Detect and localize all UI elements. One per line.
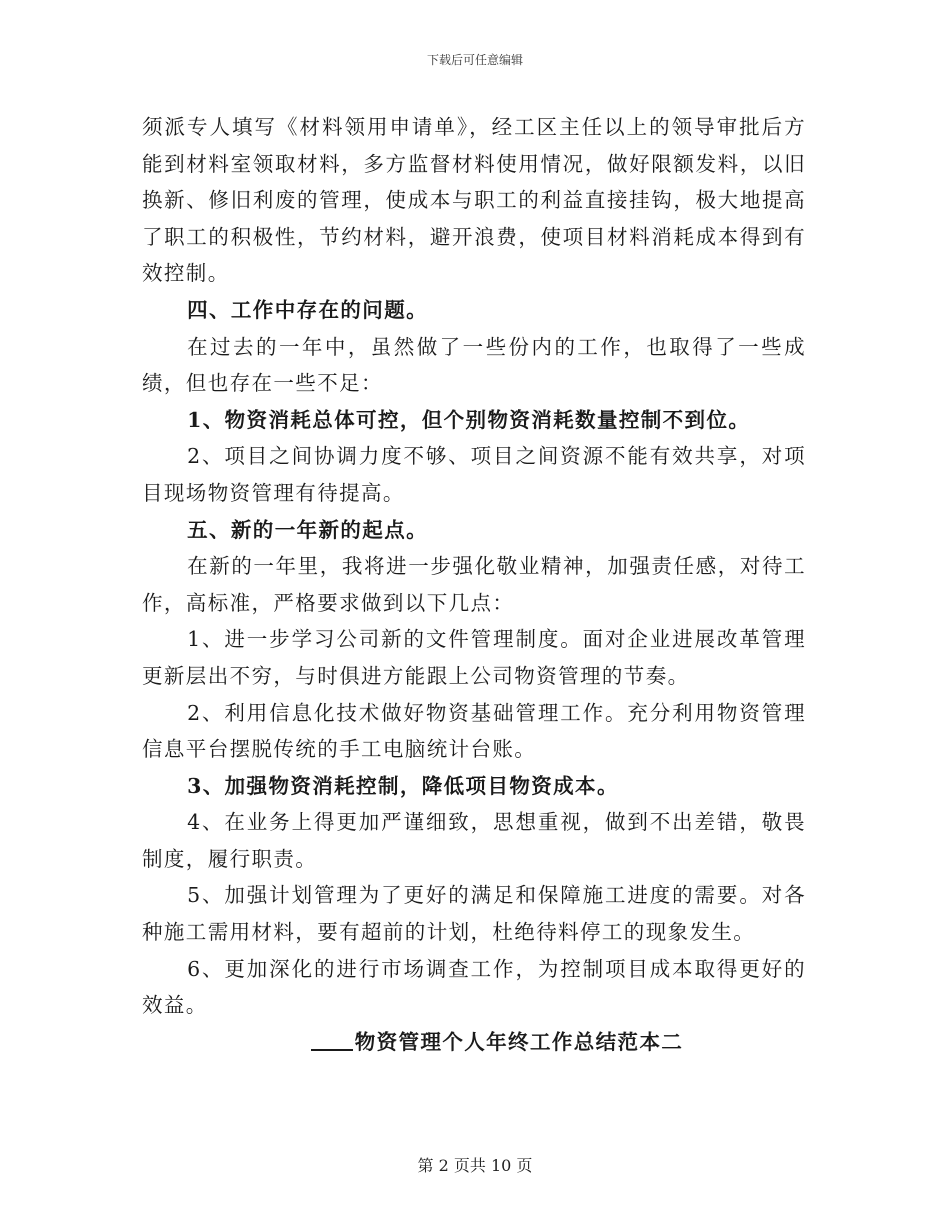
list-item-plan-5: 5、加强计划管理为了更好的满足和保障施工进度的需要。对各种施工需用材料，要有超前的计划，杜绝待料停工的现象发生。 <box>142 883 806 945</box>
heading-problems: 四、工作中存在的问题。 <box>187 297 428 322</box>
section-title <box>142 1024 806 1061</box>
section-title-text: 物资管理个人年终工作总结范本二 <box>354 1029 684 1054</box>
list-item-plan-2: 2、利用信息化技术做好物资基础管理工作。充分利用物资管理信息平台摆脱传统的手工电脑统计台账。 <box>142 700 806 762</box>
list-item-plan-4: 4、在业务上得更加严谨细致，思想重视，做到不出差错，敬畏制度，履行职责。 <box>142 810 806 871</box>
paragraph-past-year: 在过去的一年中，虽然做了一些份内的工作，也取得了一些成绩，但也存在一些不足： <box>142 334 806 396</box>
list-item-plan-6: 6、更加深化的进行市场调查工作，为控制项目成本取得更好的效益。 <box>142 956 806 1018</box>
page-header <box>0 52 950 68</box>
list-item-plan-3: 3、加强物资消耗控制，降低项目物资成本。 <box>187 773 619 798</box>
list-item-problem-1: 1、物资消耗总体可控，但个别物资消耗数量控制不到位。 <box>187 407 751 432</box>
paragraph-material-control: 须派专人填写《材料领用申请单》，经工区主任以上的领导审批后方能到材料室领取材料，多方监督材料使用情况，做好限额发料，以旧换新、修旧利废的管理，使成本与职工的利益直接挂钩，极大地提高了职工的积极性，节约材料，避开浪费，使项目材料消耗成本得到有效控制。 <box>142 115 806 286</box>
heading-new-year: 五、新的一年新的起点。 <box>187 517 428 542</box>
page-footer <box>0 1156 950 1176</box>
title-blank-underline <box>311 1029 353 1051</box>
page-number: 第 2 页共 10 页 <box>417 1156 533 1175</box>
document-body <box>142 109 806 1060</box>
list-item-plan-1: 1、进一步学习公司新的文件管理制度。面对企业进展改革管理更新层出不穷，与时俱进方能跟上公司物资管理的节奏。 <box>142 627 806 688</box>
paragraph-new-year-intro: 在新的一年里，我将进一步强化敬业精神，加强责任感，对待工作，高标准，严格要求做到以下几点： <box>142 554 806 615</box>
header-text: 下载后可任意编辑 <box>426 53 523 67</box>
list-item-problem-2: 2、项目之间协调力度不够、项目之间资源不能有效共享，对项目现场物资管理有待提高。 <box>142 444 806 505</box>
